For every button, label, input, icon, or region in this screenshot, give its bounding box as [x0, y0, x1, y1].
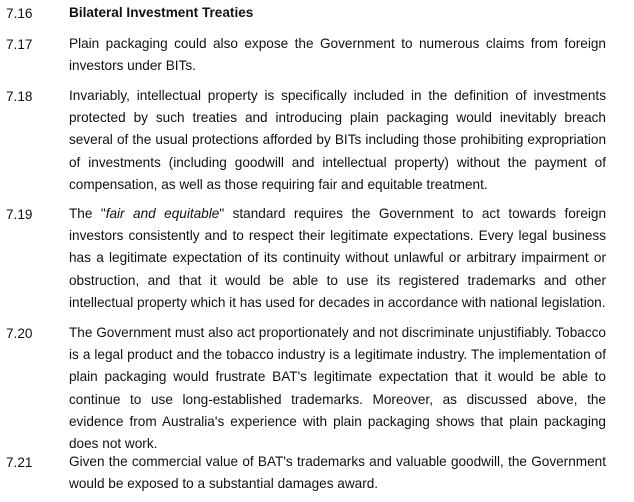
section-text: Given the commercial value of BAT's trademarks and valuable goodwill, the Government would be exposed to a substantial damages award.	[69, 454, 606, 492]
italic-phrase: fair and equitable	[105, 206, 220, 221]
section-text: Invariably, intellectual property is specifically included in the definition of investments protected by such treaties and introducing plain packaging would inevitably breach several of the usual protections afforded by BITs including those prohibiting expropriation of investments (including goodwill and intellectual property) without the payment of compensation, as well as those requiring fair and equitable treatment.	[69, 88, 606, 192]
section-number: 7.18	[6, 89, 33, 104]
section-number: 7.17	[6, 37, 33, 52]
section-text: Plain packaging could also expose the Government to numerous claims from foreign investors under BITs.	[69, 36, 606, 74]
section-text: The "fair and equitable" standard requires the Government to act towards foreign investors consistently and to respect their legitimate expectations. Every legal business has a legitimate expectation of its continuity without unlawful or arbitrary impairment or obstruction, and that it would be able to use its registered trademarks and other intellectual property which it has used for decades in accordance with national legislation.	[69, 206, 607, 310]
section-number: 7.20	[6, 326, 33, 341]
section-number: 7.21	[6, 455, 33, 470]
section-number: 7.19	[6, 207, 33, 222]
section-number: 7.16	[6, 6, 33, 21]
section-text: The Government must also act proportionately and not discriminate unjustifiably. Tobacco is a legal product and the tobacco industry is a legitimate industry. The implementation of plain packaging would frustrate BAT's legitimate expectation that it would be able to continue to use long-established trademarks. Moreover, as discussed above, the evidence from Australia's experience with plain packaging shows that plain packaging does not work.	[69, 325, 606, 452]
section-heading: Bilateral Investment Treaties	[69, 5, 254, 20]
